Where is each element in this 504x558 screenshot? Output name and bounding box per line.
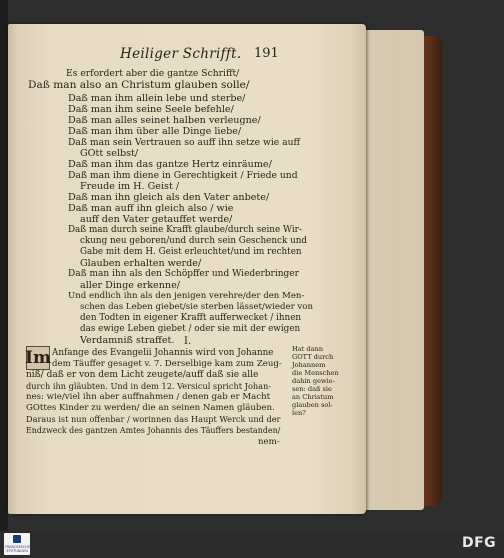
body-line: den Todten in eigener Krafft aufferwecket / ihnen	[80, 313, 302, 323]
section-line: nes: wie/viel ihn aber auffnahmen / denen gab er Macht	[26, 392, 271, 402]
body-line: Daß man ihn als den Schöpffer und Wiederbringer	[68, 269, 299, 279]
page-number: 191	[254, 46, 279, 61]
margin-note-line: len?	[292, 409, 306, 417]
margin-note-line: Hat dann	[292, 345, 324, 353]
franckesche-stiftungen-logo[interactable]	[4, 533, 30, 555]
body-line: GOtt selbst/	[80, 148, 139, 159]
section-line: dem Täuffer gesaget v. 7. Derselbige kam zum Zeug-	[52, 359, 282, 369]
body-line: Daß man alles seinet halben verleugne/	[68, 115, 261, 126]
body-line: Glauben erhalten werde/	[80, 258, 202, 269]
viewer-footer	[0, 531, 504, 558]
body-line: Es erfordert aber die gantze Schrifft/	[66, 68, 240, 79]
margin-note-line: an Christum	[292, 393, 334, 401]
body-line: Daß man ihn gleich als den Vater anbete/	[68, 192, 270, 203]
margin-note-line: dahin gewie-	[292, 377, 335, 385]
body-line: ckung neu geboren/und durch sein Geschenck und	[80, 236, 308, 246]
section-number: I.	[184, 336, 192, 347]
margin-note-line: GOTT durch	[292, 353, 334, 361]
drop-initial: Im	[25, 348, 51, 368]
catchword: nem-	[258, 437, 280, 447]
margin-note-line: sen: daß sie	[292, 385, 332, 393]
body-line: Daß man ihm das gantze Hertz einräume/	[68, 159, 272, 170]
body-line: schen das Leben giebet/sie sterben lässet/wieder von	[80, 302, 313, 312]
body-line: Daß man ihm seine Seele befehle/	[68, 104, 234, 115]
section-line: Endzweck des gantzen Amtes Johannis des Täuffers bestanden/	[26, 426, 281, 435]
logo-mark-icon	[13, 535, 21, 543]
body-line: Daß man sein Vertrauen so auff ihn setze wie auff	[68, 137, 301, 148]
body-line: Verdamniß straffet.	[80, 335, 175, 346]
body-line: Freude im H. Geist /	[80, 181, 180, 192]
body-line: Gabe mit dem H. Geist erleuchtet/und im rechten	[80, 247, 302, 257]
logo-text: FRANCKESCHE STIFTUNGEN	[5, 545, 30, 553]
margin-note-line: die Menschen	[292, 369, 339, 377]
section-line: Daraus ist nun offenbar / worinnen das Haupt Werck und der	[26, 414, 281, 424]
body-line: Daß man ihm diene in Gerechtigkeit / Friede und	[68, 170, 298, 181]
body-line: aller Dinge erkenne/	[80, 280, 180, 291]
section-line: GOttes Kinder zu werden/ die an seinen Namen gläuben.	[26, 403, 275, 413]
margin-note-line: glauben sol-	[292, 401, 333, 409]
running-head: Heiliger Schrifft.	[120, 46, 242, 62]
section-line: niß/ daß er von dem Licht zeugete/auff daß sie alle	[26, 370, 259, 380]
body-line: Daß man ihm über alle Dinge liebe/	[68, 126, 242, 137]
body-line: Daß man durch seine Krafft glaube/durch seine Wir-	[68, 225, 302, 235]
body-line: das ewige Leben giebet / oder sie mit der ewigen	[80, 324, 301, 334]
book-page	[8, 24, 366, 514]
section-line: Anfange des Evangelii Johannis wird von Johanne	[52, 348, 274, 358]
dfg-logo[interactable]: DFG	[462, 535, 497, 551]
margin-note-line: Johannem	[292, 361, 326, 369]
body-line: Daß man also an Christum glauben solle/	[28, 79, 250, 91]
body-line: auff den Vater getauffet werde/	[80, 214, 233, 225]
body-line: Daß man auff ihn gleich also / wie	[68, 203, 234, 214]
page-block-edges	[360, 30, 424, 510]
body-line: Und endlich ihn als den jenigen verehre/der den Men-	[68, 291, 305, 301]
section-line: durch ihn gläubten. Und in dem 12. Versicul spricht Johan-	[26, 381, 272, 391]
background-left	[0, 0, 8, 531]
body-line: Daß man ihm allein lebe und sterbe/	[68, 93, 246, 104]
